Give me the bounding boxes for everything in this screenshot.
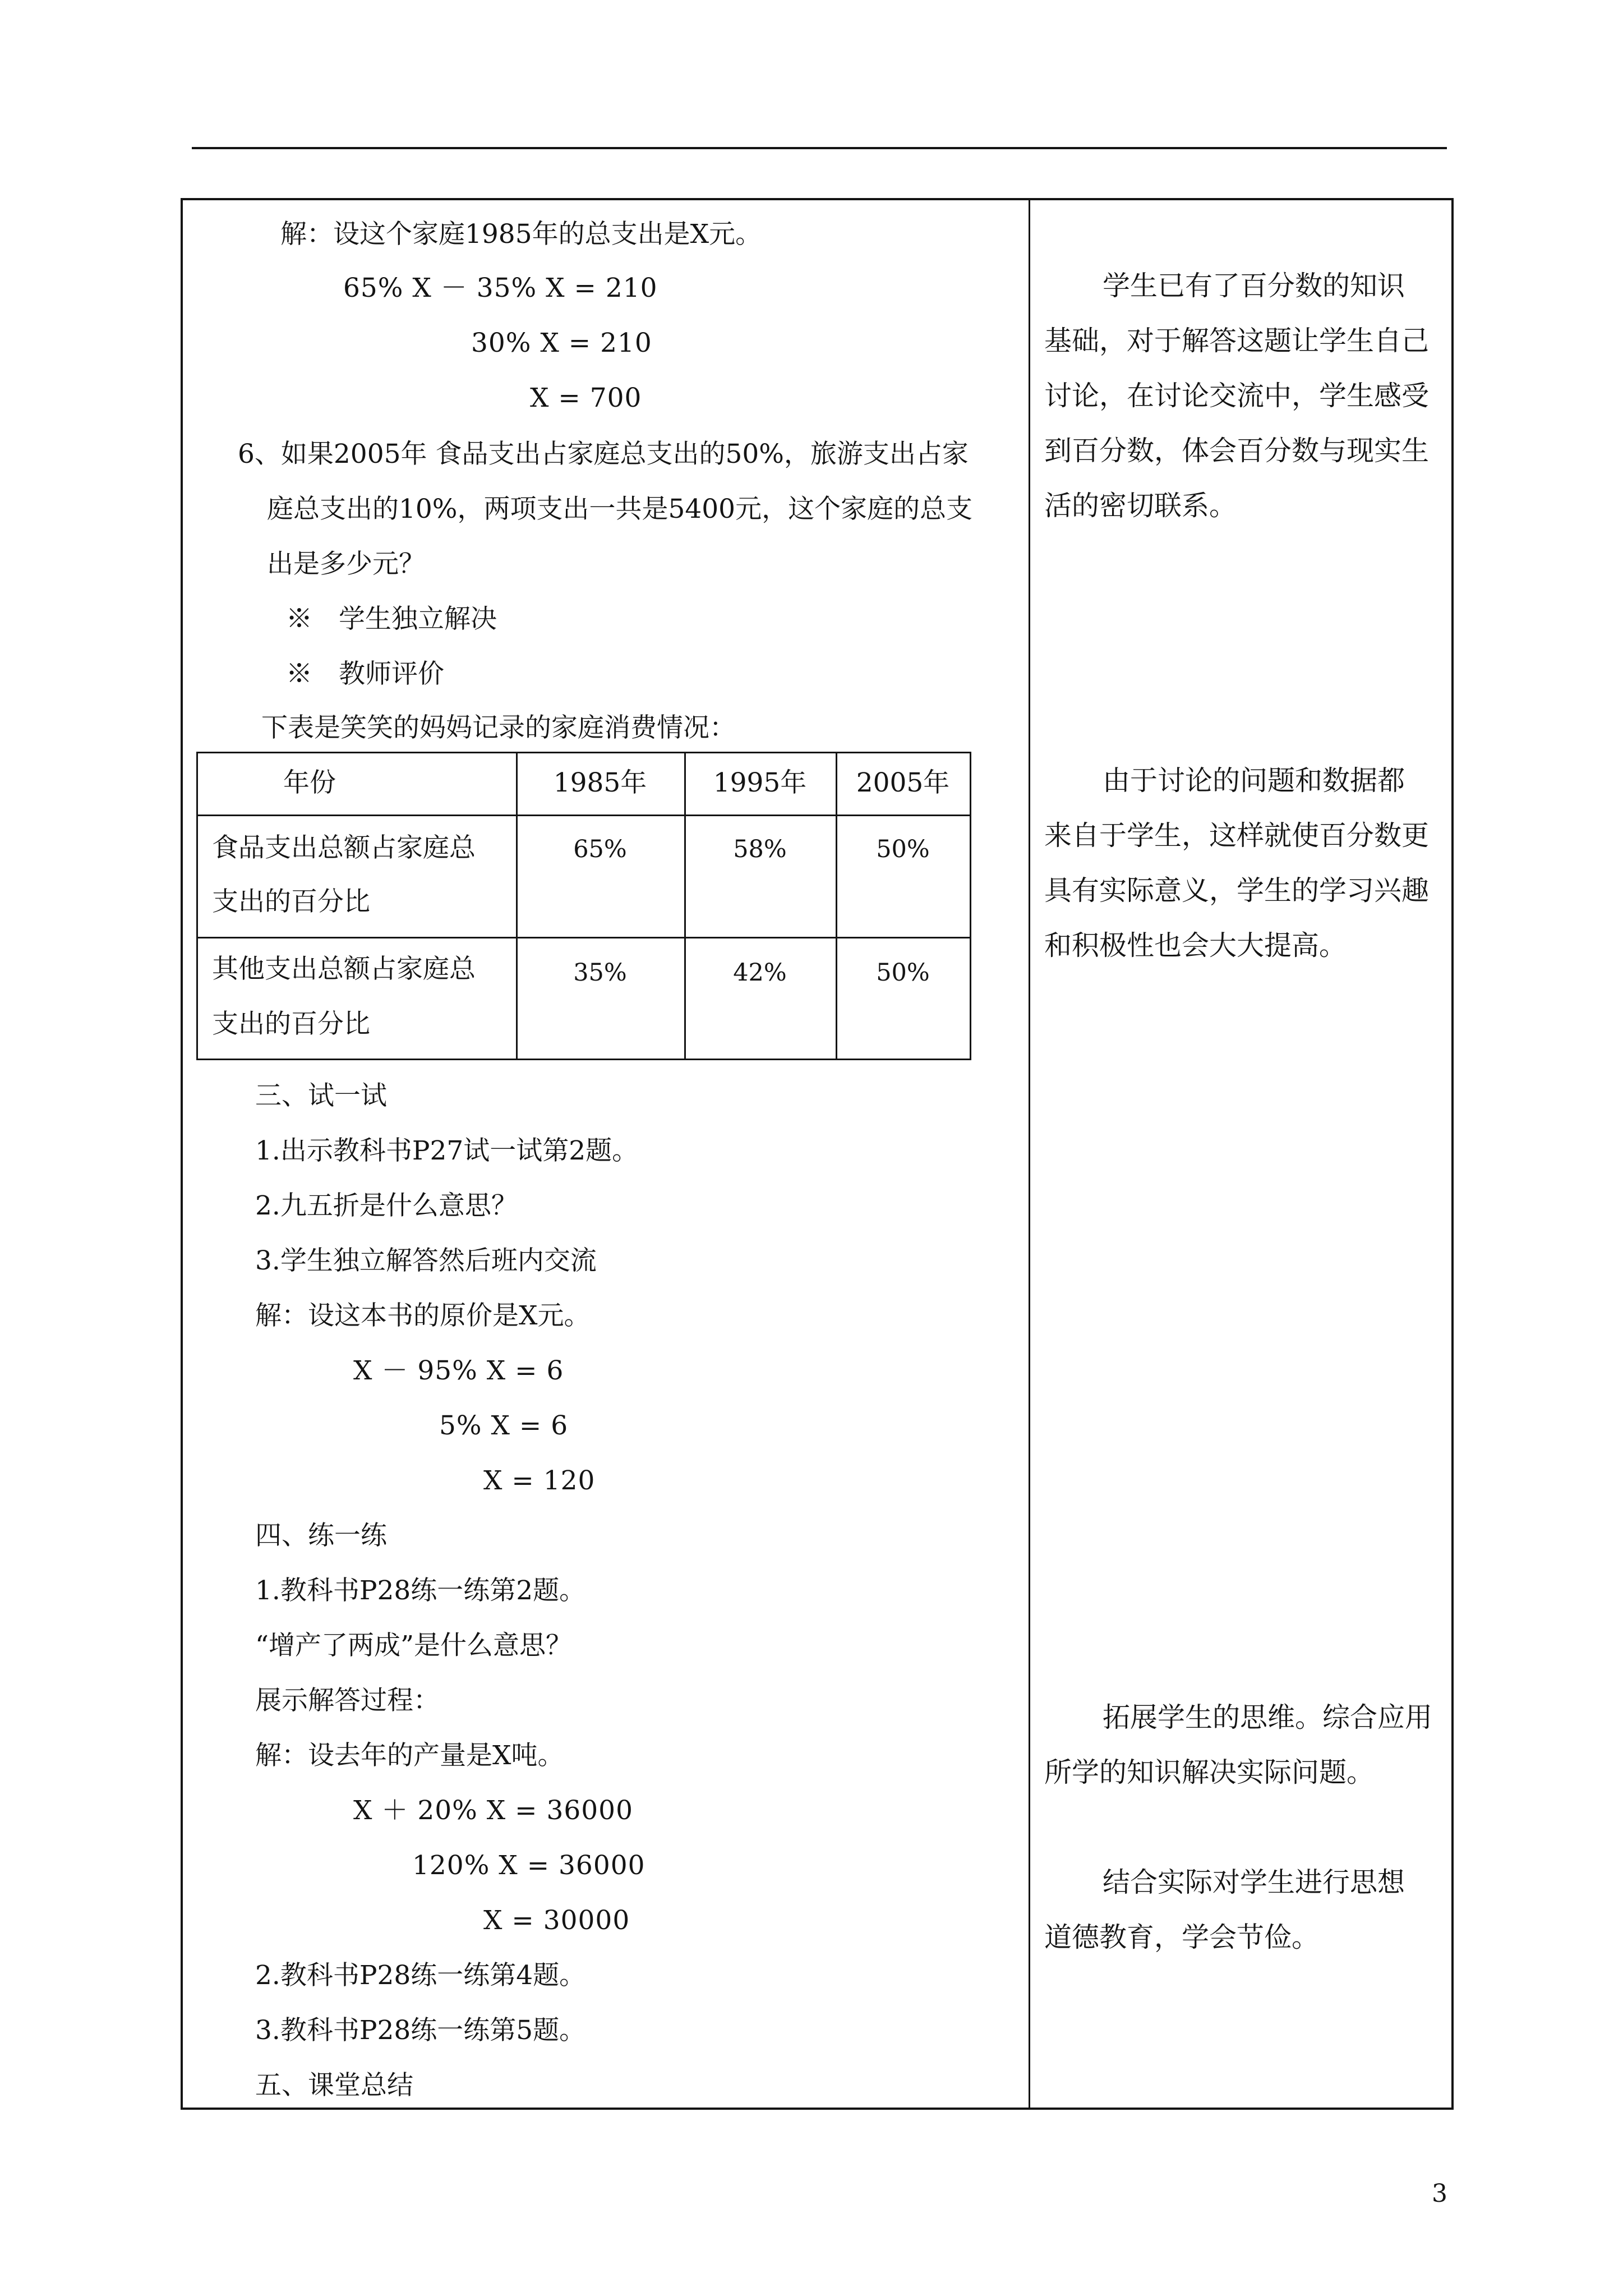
table-row-label: 支出的百分比 <box>212 1009 370 1039</box>
equation-line: 5% X = 6 <box>439 1410 569 1441</box>
table-caption: 下表是笑笑的妈妈记录的家庭消费情况： <box>261 712 736 743</box>
solution-line: 解：设这本书的原价是X元。 <box>255 1300 591 1331</box>
equation-line: 120% X = 36000 <box>412 1850 645 1881</box>
note-line: 来自于学生，这样就使百分数更 <box>1044 820 1430 852</box>
page-number: 3 <box>1432 2179 1447 2208</box>
table-row-label: 食品支出总额占家庭总 <box>212 832 476 863</box>
equation-line: X ＋ 20% X = 36000 <box>353 1795 633 1826</box>
equation-line: X = 700 <box>530 383 642 413</box>
table-cell: 42% <box>733 959 787 987</box>
table-header-cell: 1995年 <box>713 767 807 798</box>
step-line: ※ 教师评价 <box>286 659 444 689</box>
note-line: 结合实际对学生进行思想 <box>1103 1866 1405 1898</box>
equation-line: X － 95% X = 6 <box>353 1355 564 1386</box>
solution-line: 解：设这个家庭1985年的总支出是X元。 <box>280 219 762 250</box>
header-rule <box>192 147 1447 149</box>
problem-text: 庭总支出的10%，两项支出一共是5400元，这个家庭的总支 <box>267 494 973 524</box>
note-line: 讨论，在讨论交流中，学生感受 <box>1044 380 1430 412</box>
equation-line: 65% X － 35% X = 210 <box>343 273 658 303</box>
problem-text: 6、如果2005年 食品支出占家庭总支出的50%，旅游支出占家 <box>238 439 969 470</box>
note-line: 由于讨论的问题和数据都 <box>1103 765 1405 797</box>
table-header-cell: 2005年 <box>856 767 950 798</box>
table-cell: 50% <box>876 959 930 987</box>
note-line: 具有实际意义，学生的学习兴趣 <box>1044 875 1430 907</box>
step-line: 3.学生独立解答然后班内交流 <box>255 1245 597 1276</box>
step-line: 1.出示教科书P27试一试第2题。 <box>255 1135 639 1166</box>
note-line: 学生已有了百分数的知识 <box>1103 270 1405 302</box>
note-line: 所学的知识解决实际问题。 <box>1044 1756 1375 1788</box>
table-header-cell: 年份 <box>283 767 336 798</box>
section-heading: 四、练一练 <box>255 1520 387 1551</box>
note-line: 到百分数，体会百分数与现实生 <box>1044 435 1430 467</box>
equation-line: X = 30000 <box>483 1905 630 1936</box>
table-cell: 65% <box>573 835 627 863</box>
section-heading: 五、课堂总结 <box>255 2070 413 2101</box>
table-row-label: 支出的百分比 <box>212 886 370 917</box>
note-line: 拓展学生的思维。综合应用 <box>1103 1701 1433 1733</box>
table-cell: 58% <box>733 835 787 863</box>
note-line: 和积极性也会大大提高。 <box>1044 930 1347 961</box>
step-line: ※ 学生独立解决 <box>286 604 497 634</box>
section-heading: 三、试一试 <box>255 1080 387 1111</box>
note-line: 活的密切联系。 <box>1044 490 1237 522</box>
table-header-cell: 1985年 <box>553 767 647 798</box>
note-line: 道德教育，学会节俭。 <box>1044 1921 1320 1953</box>
step-line: 3.教科书P28练一练第5题。 <box>255 2015 586 2046</box>
problem-text: 出是多少元？ <box>267 549 425 579</box>
note-line: 基础，对于解答这题让学生自己 <box>1044 325 1430 357</box>
solution-line: 解：设去年的产量是X吨。 <box>255 1740 564 1771</box>
equation-line: X = 120 <box>483 1465 596 1496</box>
table-cell: 35% <box>573 959 627 987</box>
step-line: “增产了两成”是什么意思？ <box>255 1630 573 1661</box>
step-line: 2.九五折是什么意思？ <box>255 1190 518 1221</box>
table-row-label: 其他支出总额占家庭总 <box>212 954 476 984</box>
step-line: 1.教科书P28练一练第2题。 <box>255 1575 586 1606</box>
step-line: 2.教科书P28练一练第4题。 <box>255 1960 586 1991</box>
step-line: 展示解答过程： <box>255 1685 440 1716</box>
consumption-table <box>196 752 971 1060</box>
column-divider <box>1029 198 1030 2110</box>
equation-line: 30% X = 210 <box>471 328 652 358</box>
table-cell: 50% <box>876 835 930 863</box>
